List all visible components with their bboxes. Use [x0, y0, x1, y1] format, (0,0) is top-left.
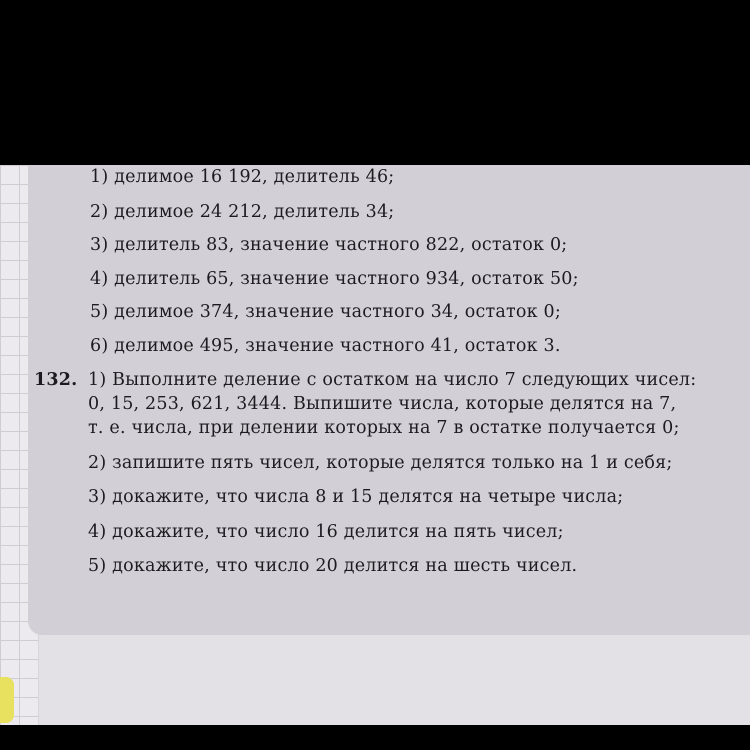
exercise-panel	[28, 165, 750, 635]
task132-item-5: 5) докажите, что число 20 делится на шесть чисел.	[88, 556, 578, 576]
highlighter-mark	[0, 677, 14, 723]
task132-number: 132.	[34, 370, 78, 390]
task131-item-5: 5) делимое 374, значение частного 34, остаток 0;	[90, 302, 561, 322]
textbook-page	[0, 165, 750, 725]
task131-item-4: 4) делитель 65, значение частного 934, остаток 50;	[90, 269, 579, 289]
task131-item-3: 3) делитель 83, значение частного 822, остаток 0;	[90, 235, 568, 255]
task132-item-2: 2) запишите пять чисел, которые делятся только на 1 и себя;	[88, 453, 673, 473]
task132-item-3: 3) докажите, что числа 8 и 15 делятся на четыре числа;	[88, 487, 624, 507]
task131-item-2: 2) делимое 24 212, делитель 34;	[90, 202, 395, 222]
task132-item-4: 4) докажите, что число 16 делится на пять чисел;	[88, 522, 564, 542]
task132-item-1-line-2: 0, 15, 253, 621, 3444. Выпишите числа, которые делятся на 7,	[88, 394, 677, 414]
task131-item-1: 1) делимое 16 192, делитель 46;	[90, 167, 395, 187]
background-shadow	[0, 725, 750, 750]
task131-item-6: 6) делимое 495, значение частного 41, остаток 3.	[90, 336, 561, 356]
task132-item-1-line-3: т. е. числа, при делении которых на 7 в остатке получается 0;	[88, 418, 680, 438]
task132-item-1-line-1: 1) Выполните деление с остатком на число 7 следующих чисел:	[88, 370, 697, 390]
